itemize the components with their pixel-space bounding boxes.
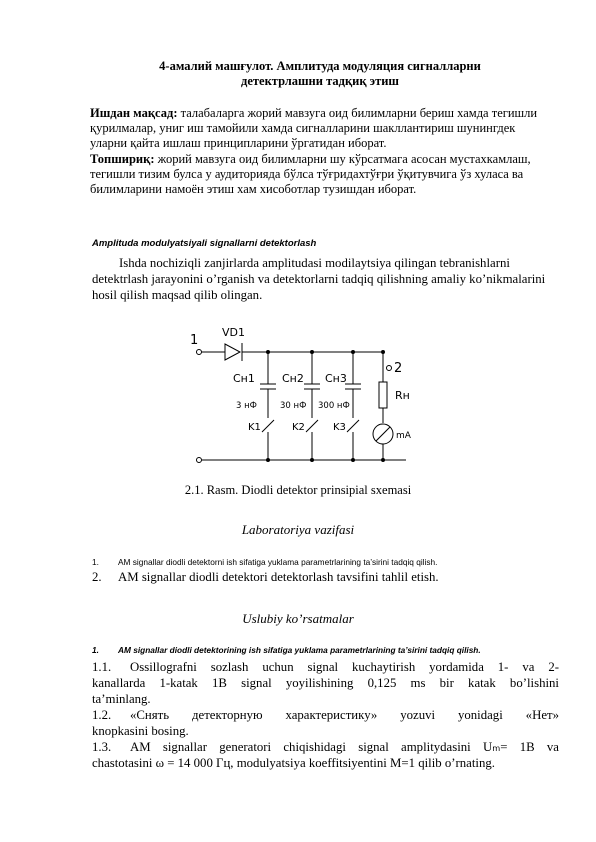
node-2-label: 2 xyxy=(394,361,403,376)
c1-value: 3 нФ xyxy=(236,401,257,411)
section-heading: Amplituda modulyatsiyali signallarni detektorlash xyxy=(92,238,317,249)
c1-label: Cн1 xyxy=(233,372,255,385)
task-text: AM signallar diodli detektori detektorlash tavsifini tahlil etish. xyxy=(118,570,439,584)
step-number: 1.3. xyxy=(92,740,112,754)
step-number: 1.2. xyxy=(92,708,112,722)
method-number: 1. xyxy=(92,645,99,655)
task-item-1 xyxy=(92,557,562,567)
page-title xyxy=(90,59,550,89)
step-1-3-line-2: chastotasini ω = 14 000 Гц, modulyatsiya koeffitsiyentini M=1 qilib o’rnating. xyxy=(92,756,495,770)
step-text: «Снять детекторную характеристику» yozuvi yonidagi «Нет» xyxy=(130,708,559,722)
c2-label: Cн2 xyxy=(282,372,304,385)
load-resistor-label: Rн xyxy=(395,389,410,402)
goal-label: Ишдан мақсад: xyxy=(90,106,178,120)
intro-paragraph: Ishda nochiziqli zanjirlarda amplitudasi modilaytsiya qilingan tebranishlarni detektrlash jarayonini o’rganish va detektorlarni tadqiq qilishning amaliy ko’nikmalarini hosil qilish maqsad qilib olingan. xyxy=(92,256,546,302)
step-1-1-line-3: ta’minlang. xyxy=(92,692,151,706)
k2-label: K2 xyxy=(292,422,305,433)
task-paragraph xyxy=(90,152,555,196)
c2-value: 30 нФ xyxy=(280,401,307,411)
task-number: 2. xyxy=(92,570,102,584)
step-text: AM signallar generatori chiqishidagi signal amplitydasini Uₘ= 1В va xyxy=(130,740,559,754)
step-text: Ossillografni sozlash uchun signal kuchaytirish yordamida 1- va 2- xyxy=(130,660,559,674)
goal-paragraph xyxy=(90,106,555,150)
step-1-1-line-1 xyxy=(92,659,559,675)
c3-value: 300 нФ xyxy=(318,401,350,411)
lab-heading: Laboratoriya vazifasi xyxy=(241,522,355,537)
diode-label: VD1 xyxy=(222,326,245,339)
node-1-label: 1 xyxy=(190,333,199,348)
circuit-diagram xyxy=(170,320,430,470)
task-label: Топшириқ: xyxy=(90,152,155,166)
goal-text: талабаларга жорий мавзуга оид билимларни бериш хамда тегишли қурилмалар, униг иш тамойили хамда сигналларини шакллантириш шунингдек уларни қайта ишлаш принципларини ўргатидан иборат. xyxy=(90,106,538,150)
step-1-3-line-1 xyxy=(92,739,559,755)
c3-label: Cн3 xyxy=(325,372,347,385)
task-text: AM signallar diodli detektorni ish sifatiga yuklama parametrlarining ta’sirini tadqiq qilish. xyxy=(118,557,438,567)
step-1-2-line-1 xyxy=(92,707,559,723)
method-text: AM signallar diodli detektorining ish sifatiga yuklama parametrlarining ta’sirini tadqiq qilish. xyxy=(118,645,481,655)
step-1-2-line-2: knopkasini bosing. xyxy=(92,724,189,738)
title-line-2: детектрлашни тадқиқ этиш xyxy=(241,74,399,88)
figure-caption: 2.1. Rasm. Diodli detektor prinsipial sxemasi xyxy=(184,483,412,497)
k3-label: K3 xyxy=(333,422,346,433)
method-heading: Uslubiy ko’rsatmalar xyxy=(242,611,354,626)
task-item-2 xyxy=(92,570,562,585)
method-title xyxy=(92,645,562,655)
meter-label: mA xyxy=(396,431,411,441)
task-number: 1. xyxy=(92,557,99,567)
title-line-1: 4-амалий машғулот. Амплитуда модуляция сигналларни xyxy=(159,59,481,73)
k1-label: K1 xyxy=(248,422,261,433)
task-text: жорий мавзуга оид билимларни шу кўрсатмага асосан мустахкамлаш, тегишли тизим булса у аудиторияда бўлса тўғридахтўғри ўқитувчига ўз хулаcа ва билимларини намоён этиш хам хисоботлар тузишдан иборат. xyxy=(90,152,531,196)
step-1-1-line-2: kanallarda 1-katak 1B signal yoyilishining 0,125 ms bir katak bo’lishini xyxy=(92,676,559,690)
step-number: 1.1. xyxy=(92,660,112,674)
